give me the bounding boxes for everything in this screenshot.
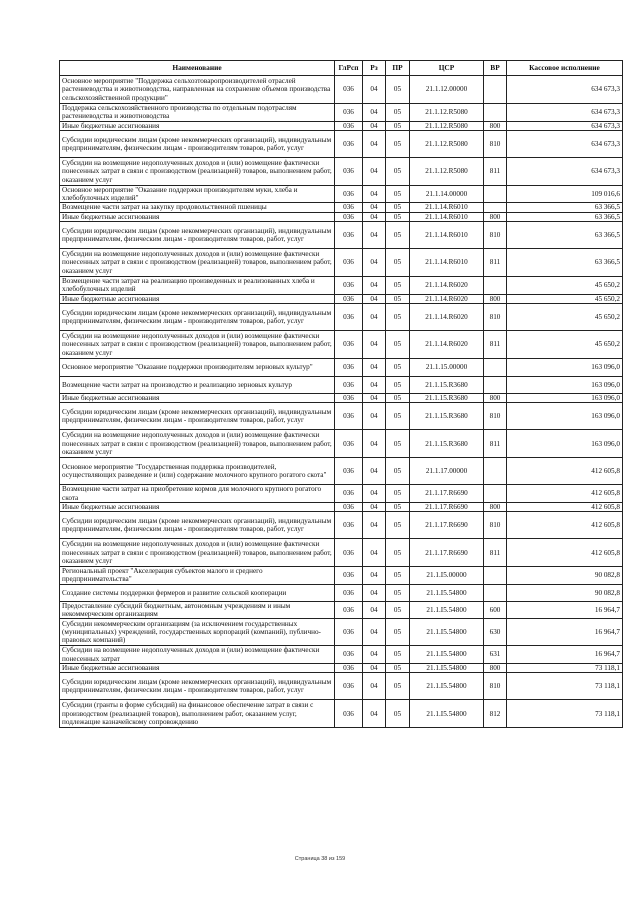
- header-name: Наименование: [60, 61, 335, 76]
- row-csr: 21.1.I5.54800: [410, 601, 484, 619]
- row-rz: 04: [363, 358, 386, 376]
- row-pr: 05: [386, 212, 410, 221]
- table-row: [60, 430, 623, 458]
- table-row: [60, 646, 623, 664]
- row-sum: 63 366,5: [507, 249, 623, 277]
- row-rz: 04: [363, 663, 386, 672]
- row-grs: 036: [335, 458, 363, 485]
- row-sum: 412 605,8: [507, 512, 623, 539]
- row-grs: 036: [335, 121, 363, 130]
- row-name: Иные бюджетные ассигнования: [60, 212, 335, 221]
- row-rz: 04: [363, 303, 386, 330]
- row-vr: [484, 76, 507, 104]
- row-name: Иные бюджетные ассигнования: [60, 121, 335, 130]
- row-name: Основное мероприятие "Поддержка сельхозтоваропроизводителей отраслей растениеводства и животноводства, направленная на сохранение объемов производства сельскохозяйственной продукции": [60, 76, 335, 104]
- row-csr: 21.1.14.R6010: [410, 249, 484, 277]
- row-name: Создание системы поддержки фермеров и развитие сельской кооперации: [60, 584, 335, 601]
- row-name: Иные бюджетные ассигнования: [60, 294, 335, 303]
- row-vr: 810: [484, 673, 507, 700]
- row-vr: 630: [484, 619, 507, 646]
- row-rz: 04: [363, 277, 386, 295]
- row-rz: 04: [363, 700, 386, 728]
- row-vr: [484, 376, 507, 393]
- row-rz: 04: [363, 203, 386, 212]
- table-row: [60, 330, 623, 358]
- row-sum: 90 082,8: [507, 567, 623, 585]
- row-pr: 05: [386, 393, 410, 402]
- row-sum: 16 964,7: [507, 601, 623, 619]
- row-rz: 04: [363, 121, 386, 130]
- row-vr: 800: [484, 663, 507, 672]
- row-grs: 036: [335, 294, 363, 303]
- table-row: [60, 376, 623, 393]
- table-row: [60, 130, 623, 157]
- row-sum: 16 964,7: [507, 619, 623, 646]
- row-name: Основное мероприятие "Оказание поддержки производителям муки, хлеба и хлебобулочных изделий": [60, 185, 335, 203]
- row-rz: 04: [363, 403, 386, 430]
- row-grs: 036: [335, 485, 363, 503]
- row-vr: 800: [484, 121, 507, 130]
- row-vr: [484, 104, 507, 122]
- row-grs: 036: [335, 584, 363, 601]
- row-sum: 45 650,2: [507, 303, 623, 330]
- row-name: Основное мероприятие "Оказание поддержки производителям зерновых культур": [60, 358, 335, 376]
- table-row: [60, 358, 623, 376]
- row-rz: 04: [363, 619, 386, 646]
- row-grs: 036: [335, 303, 363, 330]
- row-grs: 036: [335, 76, 363, 104]
- row-rz: 04: [363, 430, 386, 458]
- row-sum: 45 650,2: [507, 330, 623, 358]
- row-csr: 21.1.14.R6020: [410, 330, 484, 358]
- table-row: [60, 121, 623, 130]
- row-grs: 036: [335, 601, 363, 619]
- row-grs: 036: [335, 358, 363, 376]
- row-vr: 810: [484, 303, 507, 330]
- row-name: Субсидии юридическим лицам (кроме некоммерческих организаций), индивидуальным предпринимателям, физическим лицам - производителям товаров, работ, услуг: [60, 130, 335, 157]
- row-csr: 21.1.14.R6020: [410, 277, 484, 295]
- row-sum: 63 366,5: [507, 222, 623, 249]
- row-name: Иные бюджетные ассигнования: [60, 393, 335, 402]
- row-csr: 21.1.17.R6690: [410, 539, 484, 567]
- row-vr: [484, 277, 507, 295]
- row-grs: 036: [335, 376, 363, 393]
- row-grs: 036: [335, 700, 363, 728]
- row-pr: 05: [386, 485, 410, 503]
- row-csr: 21.1.I5.54800: [410, 619, 484, 646]
- row-rz: 04: [363, 485, 386, 503]
- row-pr: 05: [386, 358, 410, 376]
- table-row: [60, 157, 623, 185]
- row-csr: 21.1.14.R6020: [410, 303, 484, 330]
- row-pr: 05: [386, 601, 410, 619]
- row-vr: 800: [484, 502, 507, 511]
- row-grs: 036: [335, 157, 363, 185]
- row-name: Возмещение части затрат на приобретение кормов для молочного крупного рогатого скота: [60, 485, 335, 503]
- row-pr: 05: [386, 646, 410, 664]
- row-grs: 036: [335, 567, 363, 585]
- row-grs: 036: [335, 673, 363, 700]
- row-csr: 21.1.I5.00000: [410, 567, 484, 585]
- row-pr: 05: [386, 76, 410, 104]
- row-csr: 21.1.12.R5080: [410, 157, 484, 185]
- row-rz: 04: [363, 376, 386, 393]
- row-csr: 21.1.15.R3680: [410, 393, 484, 402]
- row-csr: 21.1.12.R5080: [410, 130, 484, 157]
- row-grs: 036: [335, 393, 363, 402]
- row-rz: 04: [363, 673, 386, 700]
- row-grs: 036: [335, 502, 363, 511]
- row-rz: 04: [363, 157, 386, 185]
- row-grs: 036: [335, 185, 363, 203]
- row-vr: 600: [484, 601, 507, 619]
- row-sum: 634 673,3: [507, 104, 623, 122]
- row-sum: 634 673,3: [507, 76, 623, 104]
- row-sum: 45 650,2: [507, 277, 623, 295]
- row-csr: 21.1.14.R6020: [410, 294, 484, 303]
- table-row: [60, 294, 623, 303]
- table-row: [60, 104, 623, 122]
- row-pr: 05: [386, 294, 410, 303]
- row-sum: 412 605,8: [507, 458, 623, 485]
- row-sum: 45 650,2: [507, 294, 623, 303]
- row-sum: 73 118,1: [507, 663, 623, 672]
- row-sum: 63 366,5: [507, 203, 623, 212]
- budget-execution-table: [59, 60, 623, 728]
- row-csr: 21.1.I5.54800: [410, 700, 484, 728]
- row-name: Субсидии (гранты в форме субсидий) на финансовое обеспечение затрат в связи с производством (реализацией товаров), выполнением работ, оказанием услуг, подлежащие казначейскому сопровождению: [60, 700, 335, 728]
- row-grs: 036: [335, 646, 363, 664]
- row-pr: 05: [386, 512, 410, 539]
- row-rz: 04: [363, 249, 386, 277]
- row-rz: 04: [363, 458, 386, 485]
- row-pr: 05: [386, 458, 410, 485]
- row-name: Субсидии на возмещение недополученных доходов и (или) возмещение фактически понесенных затрат в связи с производством (реализацией) товаров, выполнением работ, оказанием услуг: [60, 330, 335, 358]
- row-sum: 73 118,1: [507, 673, 623, 700]
- table-row: [60, 185, 623, 203]
- row-csr: 21.1.14.R6010: [410, 212, 484, 221]
- row-csr: 21.1.14.00000: [410, 185, 484, 203]
- row-name: Субсидии на возмещение недополученных доходов и (или) возмещение фактически понесенных затрат в связи с производством (реализацией) товаров, выполнением работ, оказанием услуг: [60, 157, 335, 185]
- table-row: [60, 393, 623, 402]
- row-pr: 05: [386, 203, 410, 212]
- header-csr: ЦСР: [410, 61, 484, 76]
- row-rz: 04: [363, 212, 386, 221]
- table-row: [60, 222, 623, 249]
- row-pr: 05: [386, 121, 410, 130]
- row-pr: 05: [386, 567, 410, 585]
- row-name: Субсидии юридическим лицам (кроме некоммерческих организаций), индивидуальным предпринимателям, физическим лицам - производителям товаров, работ, услуг: [60, 222, 335, 249]
- row-vr: [484, 203, 507, 212]
- row-rz: 04: [363, 584, 386, 601]
- row-sum: 163 096,0: [507, 430, 623, 458]
- table-header-row: [60, 61, 623, 76]
- row-grs: 036: [335, 104, 363, 122]
- row-csr: 21.1.17.00000: [410, 458, 484, 485]
- table-row: [60, 403, 623, 430]
- header-vr: ВР: [484, 61, 507, 76]
- row-grs: 036: [335, 330, 363, 358]
- row-grs: 036: [335, 203, 363, 212]
- row-pr: 05: [386, 157, 410, 185]
- row-name: Субсидии юридическим лицам (кроме некоммерческих организаций), индивидуальным предпринимателям, физическим лицам - производителям товаров, работ, услуг: [60, 403, 335, 430]
- row-vr: [484, 584, 507, 601]
- row-vr: 810: [484, 130, 507, 157]
- row-csr: 21.1.14.R6010: [410, 203, 484, 212]
- row-pr: 05: [386, 619, 410, 646]
- row-name: Субсидии на возмещение недополученных доходов и (или) возмещение фактически понесенных затрат в связи с производством (реализацией) товаров, выполнением работ, оказанием услуг: [60, 430, 335, 458]
- row-sum: 90 082,8: [507, 584, 623, 601]
- row-name: Поддержка сельскохозяйственного производства по отдельным подотраслям растениеводства и животноводства: [60, 104, 335, 122]
- row-sum: 412 605,8: [507, 539, 623, 567]
- row-vr: [484, 458, 507, 485]
- table-row: [60, 539, 623, 567]
- table-row: [60, 601, 623, 619]
- row-name: Возмещение части затрат на реализацию произведенных и реализованных хлеба и хлебобулочных изделий: [60, 277, 335, 295]
- row-pr: 05: [386, 673, 410, 700]
- table-row: [60, 567, 623, 585]
- row-csr: 21.1.15.00000: [410, 358, 484, 376]
- row-rz: 04: [363, 601, 386, 619]
- table-row: [60, 512, 623, 539]
- row-grs: 036: [335, 619, 363, 646]
- row-sum: 63 366,5: [507, 212, 623, 221]
- row-sum: 163 096,0: [507, 393, 623, 402]
- row-csr: 21.1.17.R6690: [410, 512, 484, 539]
- row-rz: 04: [363, 294, 386, 303]
- row-grs: 036: [335, 663, 363, 672]
- row-sum: 634 673,3: [507, 157, 623, 185]
- row-pr: 05: [386, 104, 410, 122]
- row-pr: 05: [386, 222, 410, 249]
- header-pr: ПР: [386, 61, 410, 76]
- row-csr: 21.1.17.R6690: [410, 485, 484, 503]
- row-grs: 036: [335, 249, 363, 277]
- row-sum: 163 096,0: [507, 358, 623, 376]
- row-csr: 21.1.15.R3680: [410, 430, 484, 458]
- row-csr: 21.1.I5.54800: [410, 673, 484, 700]
- table-row: [60, 249, 623, 277]
- row-csr: 21.1.15.R3680: [410, 403, 484, 430]
- table-row: [60, 303, 623, 330]
- row-pr: 05: [386, 539, 410, 567]
- row-name: Субсидии некоммерческим организациям (за исключением государственных (муниципальных) учреждений, государственных корпораций (компаний), публично-правовых компаний): [60, 619, 335, 646]
- header-rz: Рз: [363, 61, 386, 76]
- row-pr: 05: [386, 430, 410, 458]
- row-name: Субсидии на возмещение недополученных доходов и (или) возмещение фактически понесенных затрат в связи с производством (реализацией) товаров, выполнением работ, оказанием услуг: [60, 539, 335, 567]
- table-row: [60, 458, 623, 485]
- row-pr: 05: [386, 663, 410, 672]
- row-grs: 036: [335, 130, 363, 157]
- row-csr: 21.1.12.00000: [410, 76, 484, 104]
- table-row: [60, 619, 623, 646]
- row-sum: 412 605,8: [507, 485, 623, 503]
- row-vr: 812: [484, 700, 507, 728]
- row-sum: 163 096,0: [507, 403, 623, 430]
- row-grs: 036: [335, 277, 363, 295]
- row-vr: 631: [484, 646, 507, 664]
- table-row: [60, 584, 623, 601]
- table-row: [60, 700, 623, 728]
- row-vr: 811: [484, 539, 507, 567]
- row-pr: 05: [386, 700, 410, 728]
- row-csr: 21.1.12.R5080: [410, 121, 484, 130]
- table-row: [60, 203, 623, 212]
- row-name: Основное мероприятие "Государственная поддержка производителей, осуществляющих разведение и (или) содержание молочного крупного рогатого скота": [60, 458, 335, 485]
- header-sum: Кассовое исполнение: [507, 61, 623, 76]
- row-sum: 73 118,1: [507, 700, 623, 728]
- row-vr: [484, 567, 507, 585]
- row-pr: 05: [386, 277, 410, 295]
- row-vr: 800: [484, 212, 507, 221]
- row-pr: 05: [386, 403, 410, 430]
- row-rz: 04: [363, 539, 386, 567]
- row-name: Региональный проект "Акселерация субъектов малого и среднего предпринимательства": [60, 567, 335, 585]
- row-grs: 036: [335, 212, 363, 221]
- row-pr: 05: [386, 584, 410, 601]
- row-sum: 412 605,8: [507, 502, 623, 511]
- row-name: Субсидии юридическим лицам (кроме некоммерческих организаций), индивидуальным предпринимателям, физическим лицам - производителям товаров, работ, услуг: [60, 303, 335, 330]
- row-vr: [484, 358, 507, 376]
- row-vr: 811: [484, 249, 507, 277]
- row-rz: 04: [363, 104, 386, 122]
- row-pr: 05: [386, 303, 410, 330]
- row-csr: 21.1.14.R6010: [410, 222, 484, 249]
- row-sum: 109 016,6: [507, 185, 623, 203]
- row-name: Субсидии на возмещение недополученных доходов и (или) возмещение фактически понесенных затрат: [60, 646, 335, 664]
- row-rz: 04: [363, 185, 386, 203]
- table-row: [60, 673, 623, 700]
- row-vr: 810: [484, 512, 507, 539]
- row-vr: 810: [484, 222, 507, 249]
- row-pr: 05: [386, 185, 410, 203]
- row-vr: 811: [484, 330, 507, 358]
- row-rz: 04: [363, 646, 386, 664]
- row-pr: 05: [386, 502, 410, 511]
- row-vr: 811: [484, 430, 507, 458]
- row-sum: 634 673,3: [507, 121, 623, 130]
- row-pr: 05: [386, 249, 410, 277]
- row-rz: 04: [363, 330, 386, 358]
- row-csr: 21.1.I5.54800: [410, 646, 484, 664]
- page-number: Страница 38 из 159: [294, 856, 346, 862]
- row-name: Возмещение части затрат на закупку продовольственной пшеницы: [60, 203, 335, 212]
- header-grs: ГлРсп: [335, 61, 363, 76]
- row-csr: 21.1.17.R6690: [410, 502, 484, 511]
- row-csr: 21.1.I5.54800: [410, 584, 484, 601]
- row-rz: 04: [363, 502, 386, 511]
- row-sum: 163 096,0: [507, 376, 623, 393]
- row-vr: 811: [484, 157, 507, 185]
- row-rz: 04: [363, 130, 386, 157]
- row-rz: 04: [363, 222, 386, 249]
- row-name: Субсидии юридическим лицам (кроме некоммерческих организаций), индивидуальным предпринимателям, физическим лицам - производителям товаров, работ, услуг: [60, 673, 335, 700]
- row-rz: 04: [363, 393, 386, 402]
- row-grs: 036: [335, 512, 363, 539]
- row-name: Иные бюджетные ассигнования: [60, 663, 335, 672]
- table-row: [60, 277, 623, 295]
- row-csr: 21.1.12.R5080: [410, 104, 484, 122]
- row-name: Иные бюджетные ассигнования: [60, 502, 335, 511]
- row-rz: 04: [363, 512, 386, 539]
- row-sum: 16 964,7: [507, 646, 623, 664]
- row-pr: 05: [386, 376, 410, 393]
- table-row: [60, 212, 623, 221]
- row-pr: 05: [386, 130, 410, 157]
- row-grs: 036: [335, 403, 363, 430]
- row-vr: 800: [484, 294, 507, 303]
- row-sum: 634 673,3: [507, 130, 623, 157]
- row-grs: 036: [335, 222, 363, 249]
- table-row: [60, 663, 623, 672]
- row-vr: [484, 485, 507, 503]
- row-name: Субсидии на возмещение недополученных доходов и (или) возмещение фактически понесенных затрат в связи с производством (реализацией) товаров, выполнением работ, оказанием услуг: [60, 249, 335, 277]
- row-vr: [484, 185, 507, 203]
- row-csr: 21.1.I5.54800: [410, 663, 484, 672]
- row-csr: 21.1.15.R3680: [410, 376, 484, 393]
- table-row: [60, 76, 623, 104]
- row-rz: 04: [363, 76, 386, 104]
- row-vr: 800: [484, 393, 507, 402]
- row-name: Предоставление субсидий бюджетным, автономным учреждениям и иным некоммерческим организациям: [60, 601, 335, 619]
- table-row: [60, 502, 623, 511]
- row-rz: 04: [363, 567, 386, 585]
- row-grs: 036: [335, 430, 363, 458]
- row-pr: 05: [386, 330, 410, 358]
- table-row: [60, 485, 623, 503]
- row-grs: 036: [335, 539, 363, 567]
- row-name: Субсидии юридическим лицам (кроме некоммерческих организаций), индивидуальным предпринимателям, физическим лицам - производителям товаров, работ, услуг: [60, 512, 335, 539]
- row-vr: 810: [484, 403, 507, 430]
- row-name: Возмещение части затрат на производство и реализацию зерновых культур: [60, 376, 335, 393]
